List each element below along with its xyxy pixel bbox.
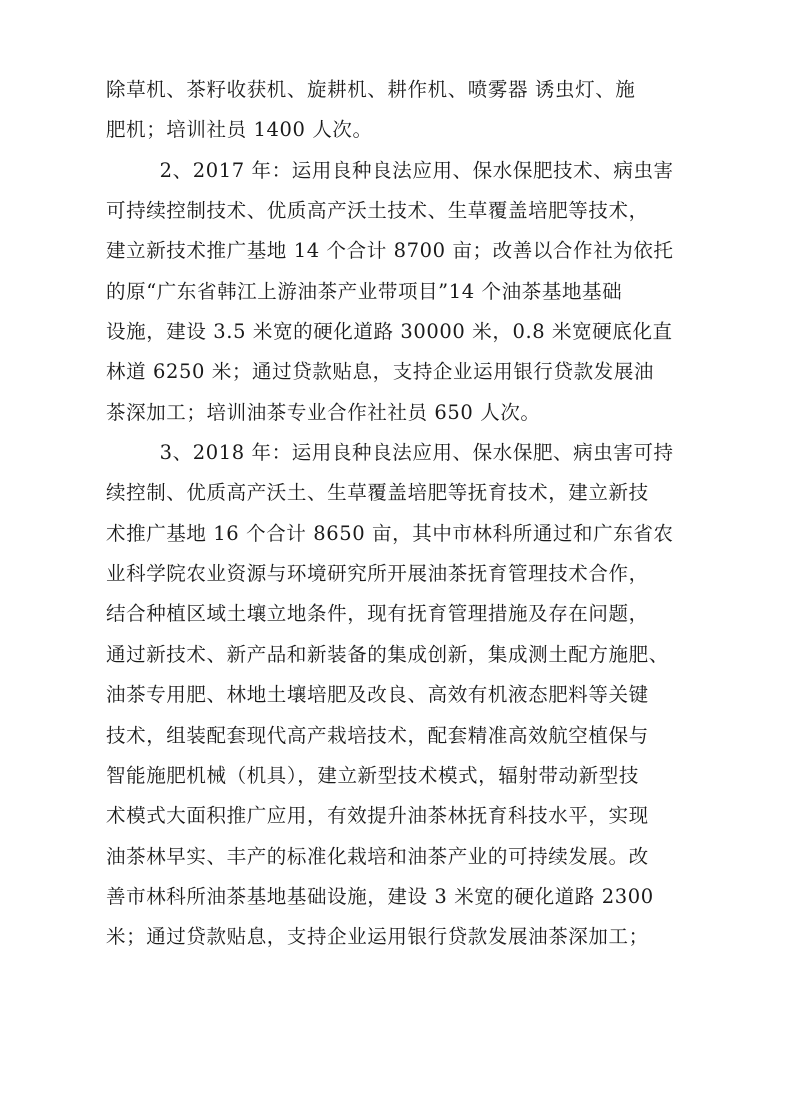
text-line: 3、2018 年：运用良种良法应用、保水保肥、病虫害可持	[159, 441, 674, 465]
paragraph-2017	[106, 151, 689, 433]
document-body	[106, 70, 689, 958]
text-line: 结合种植区域土壤立地条件，现有抚育管理措施及存在问题，	[106, 602, 649, 626]
text-line: 肥机；培训社员 1400 人次。	[106, 118, 373, 142]
text-line: 可持续控制技术、优质高产沃土技术、生草覆盖培肥等技术，	[106, 199, 649, 223]
text-line: 业科学院农业资源与环境研究所开展油茶抚育管理技术合作，	[106, 562, 649, 586]
text-line: 茶深加工；培训油茶专业合作社社员 650 人次。	[106, 400, 541, 424]
text-line: 通过新技术、新产品和新装备的集成创新，集成测土配方施肥、	[106, 642, 669, 666]
text-line: 油茶林早实、丰产的标准化栽培和油茶产业的可持续发展。改	[106, 844, 649, 868]
text-line: 续控制、优质高产沃土、生草覆盖培肥等抚育技术，建立新技	[106, 481, 649, 505]
text-line: 智能施肥机械（机具），建立新型技术模式，辐射带动新型技	[106, 763, 639, 787]
paragraph-2018	[106, 433, 689, 957]
text-line: 的原“广东省韩江上游油茶产业带项目”14 个油茶基地基础	[106, 279, 623, 303]
paragraph-continuation	[106, 70, 689, 151]
text-line: 术模式大面积推广应用，有效提升油茶林抚育科技水平，实现	[106, 804, 649, 828]
text-line: 2、2017 年：运用良种良法应用、保水保肥技术、病虫害	[159, 158, 674, 182]
text-line: 术推广基地 16 个合计 8650 亩，其中市林科所通过和广东省农	[106, 521, 674, 545]
text-line: 建立新技术推广基地 14 个合计 8700 亩；改善以合作社为依托	[106, 239, 674, 263]
text-line: 善市林科所油茶基地基础设施，建设 3 米宽的硬化道路 2300	[106, 884, 654, 908]
text-line: 米；通过贷款贴息，支持企业运用银行贷款发展油茶深加工；	[106, 925, 649, 949]
text-line: 设施，建设 3.5 米宽的硬化道路 30000 米，0.8 米宽硬底化直	[106, 320, 673, 344]
text-line: 除草机、茶籽收获机、旋耕机、耕作机、喷雾器 诱虫灯、施	[106, 78, 636, 101]
text-line: 林道 6250 米；通过贷款贴息，支持企业运用银行贷款发展油	[106, 360, 655, 384]
text-line: 油茶专用肥、林地土壤培肥及改良、高效有机液态肥料等关键	[106, 683, 649, 707]
text-line: 技术，组装配套现代高产栽培技术，配套精准高效航空植保与	[106, 723, 649, 747]
